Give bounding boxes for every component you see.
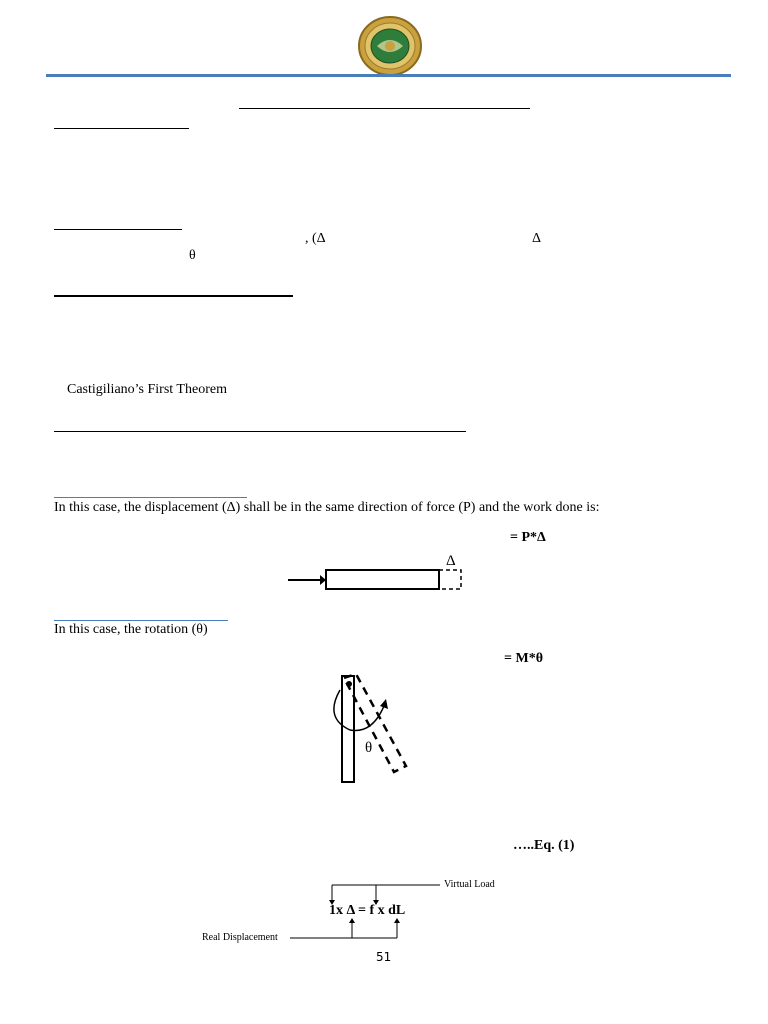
equation-expression: 1x Δ = f x dL (329, 903, 406, 918)
section-rule (54, 431, 466, 432)
axial-intro-text: In this case, the displacement (Δ) shall be in the same direction of force (P) and the work done is: (54, 500, 600, 515)
page-number: 51 (376, 950, 392, 964)
paren-delta-text: , (Δ (305, 231, 326, 246)
title-underline (239, 108, 530, 109)
theta-symbol: θ (189, 248, 196, 263)
heading-underline (54, 295, 293, 297)
rotation-intro-text: In this case, the rotation (θ) (54, 622, 208, 637)
castigliano-theorem-text: Castigiliano’s First Theorem (67, 382, 227, 397)
header-rule (46, 74, 731, 77)
virtual-load-label: Virtual Load (444, 879, 495, 890)
rotation-label: θ (365, 740, 373, 756)
university-seal-icon (357, 16, 423, 76)
rotation-formula: = M*θ (504, 651, 543, 666)
axial-formula: = P*Δ (510, 530, 546, 545)
delta-symbol: Δ (532, 231, 542, 246)
equation-label: …..Eq. (1) (513, 838, 575, 853)
subheading-underline (54, 620, 228, 621)
heading-underline (54, 128, 189, 129)
subheading-underline (54, 497, 247, 498)
real-displacement-label: Real Displacement (202, 932, 278, 943)
displacement-label: Δ (446, 553, 456, 569)
heading-underline (54, 229, 182, 230)
